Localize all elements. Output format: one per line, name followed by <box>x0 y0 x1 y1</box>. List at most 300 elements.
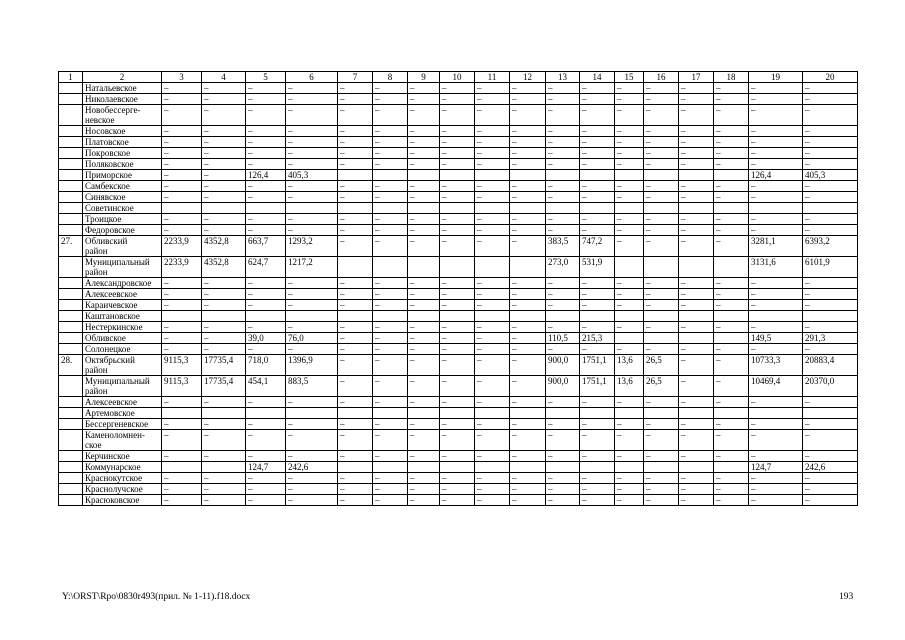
value-cell: 663,7 <box>246 236 286 257</box>
value-cell: – <box>440 94 475 105</box>
value-cell: – <box>615 484 644 495</box>
table-row <box>59 257 858 278</box>
value-cell: – <box>440 355 475 376</box>
value-cell <box>615 333 644 344</box>
value-cell: 9115,3 <box>162 355 202 376</box>
value-cell: – <box>440 473 475 484</box>
value-cell: – <box>546 83 580 94</box>
value-cell: – <box>373 214 408 225</box>
municipality-name-cell: Троицкое <box>83 214 162 225</box>
value-cell: – <box>615 322 644 333</box>
value-cell: – <box>580 484 615 495</box>
municipality-name-cell: Синявское <box>83 192 162 203</box>
row-number-cell <box>59 451 83 462</box>
value-cell: – <box>580 397 615 408</box>
value-cell: – <box>803 94 858 105</box>
value-cell: 26,5 <box>644 376 679 397</box>
value-cell: – <box>475 322 510 333</box>
row-number-cell <box>59 333 83 344</box>
value-cell: – <box>546 214 580 225</box>
value-cell <box>510 170 546 181</box>
value-cell: – <box>644 289 679 300</box>
value-cell: – <box>440 495 475 506</box>
value-cell: 747,2 <box>580 236 615 257</box>
value-cell <box>338 462 373 473</box>
value-cell: – <box>615 495 644 506</box>
value-cell: – <box>162 159 202 170</box>
municipality-name-cell: Керчинское <box>83 451 162 462</box>
value-cell: – <box>440 181 475 192</box>
value-cell: – <box>162 225 202 236</box>
value-cell: – <box>408 105 440 126</box>
value-cell: – <box>749 225 803 236</box>
value-cell: – <box>803 137 858 148</box>
value-cell: – <box>803 181 858 192</box>
value-cell: – <box>679 278 714 289</box>
value-cell: – <box>440 278 475 289</box>
value-cell: – <box>202 137 246 148</box>
value-cell: – <box>440 192 475 203</box>
value-cell: – <box>202 170 246 181</box>
value-cell: – <box>615 83 644 94</box>
value-cell: – <box>338 322 373 333</box>
value-cell: – <box>679 94 714 105</box>
value-cell: – <box>440 148 475 159</box>
value-cell: – <box>803 289 858 300</box>
value-cell: – <box>644 159 679 170</box>
value-cell: – <box>475 94 510 105</box>
value-cell: – <box>475 333 510 344</box>
value-cell: – <box>246 473 286 484</box>
value-cell: – <box>286 105 338 126</box>
table-row <box>59 419 858 430</box>
value-cell: – <box>546 181 580 192</box>
value-cell: – <box>202 495 246 506</box>
row-number-cell <box>59 214 83 225</box>
value-cell <box>644 333 679 344</box>
value-cell: – <box>162 137 202 148</box>
value-cell: 454,1 <box>246 376 286 397</box>
value-cell: – <box>440 300 475 311</box>
value-cell: – <box>162 181 202 192</box>
value-cell: – <box>202 333 246 344</box>
value-cell: – <box>338 126 373 137</box>
value-cell: – <box>408 397 440 408</box>
value-cell: – <box>373 333 408 344</box>
row-number-cell <box>59 83 83 94</box>
value-cell <box>803 203 858 214</box>
value-cell: – <box>714 355 749 376</box>
table-row <box>59 495 858 506</box>
value-cell: – <box>644 430 679 451</box>
value-cell: – <box>546 159 580 170</box>
value-cell: – <box>162 495 202 506</box>
value-cell: – <box>546 148 580 159</box>
table-row <box>59 170 858 181</box>
value-cell: 39,0 <box>246 333 286 344</box>
value-cell: 76,0 <box>286 333 338 344</box>
value-cell: – <box>580 137 615 148</box>
table-row <box>59 225 858 236</box>
column-header-8: 8 <box>373 72 408 83</box>
value-cell: – <box>286 94 338 105</box>
value-cell: – <box>803 322 858 333</box>
value-cell: – <box>373 225 408 236</box>
table-row <box>59 322 858 333</box>
value-cell: – <box>475 484 510 495</box>
value-cell: – <box>749 419 803 430</box>
value-cell: – <box>440 83 475 94</box>
value-cell <box>615 462 644 473</box>
value-cell: – <box>615 300 644 311</box>
value-cell: – <box>510 344 546 355</box>
row-number-cell <box>59 408 83 419</box>
value-cell: – <box>162 473 202 484</box>
value-cell: – <box>373 322 408 333</box>
value-cell: – <box>644 484 679 495</box>
row-number-cell <box>59 170 83 181</box>
table-row <box>59 408 858 419</box>
value-cell: – <box>679 105 714 126</box>
value-cell: – <box>580 322 615 333</box>
value-cell <box>510 408 546 419</box>
municipality-name-cell: Советинское <box>83 203 162 214</box>
row-number-cell <box>59 462 83 473</box>
value-cell: – <box>202 300 246 311</box>
value-cell: – <box>615 181 644 192</box>
value-cell: – <box>714 225 749 236</box>
value-cell <box>440 462 475 473</box>
value-cell: – <box>615 192 644 203</box>
row-number-cell <box>59 126 83 137</box>
value-cell <box>615 203 644 214</box>
value-cell: – <box>162 322 202 333</box>
value-cell: – <box>475 300 510 311</box>
value-cell: 126,4 <box>246 170 286 181</box>
value-cell: – <box>246 225 286 236</box>
value-cell: – <box>615 289 644 300</box>
value-cell: 900,0 <box>546 376 580 397</box>
value-cell: – <box>246 278 286 289</box>
value-cell <box>373 462 408 473</box>
value-cell: – <box>475 278 510 289</box>
value-cell: – <box>679 181 714 192</box>
value-cell: – <box>475 181 510 192</box>
value-cell: – <box>803 83 858 94</box>
value-cell <box>408 170 440 181</box>
value-cell: – <box>546 126 580 137</box>
value-cell: – <box>749 94 803 105</box>
value-cell: – <box>440 344 475 355</box>
value-cell: – <box>246 344 286 355</box>
value-cell: – <box>510 137 546 148</box>
value-cell: – <box>408 214 440 225</box>
value-cell: – <box>644 419 679 430</box>
value-cell: – <box>580 214 615 225</box>
value-cell: – <box>408 159 440 170</box>
value-cell: – <box>338 137 373 148</box>
value-cell: – <box>510 192 546 203</box>
municipality-name-cell: Каштановское <box>83 311 162 322</box>
value-cell: – <box>338 484 373 495</box>
value-cell: – <box>373 484 408 495</box>
value-cell: – <box>615 397 644 408</box>
column-header-10: 10 <box>440 72 475 83</box>
value-cell: – <box>615 236 644 257</box>
value-cell: – <box>338 159 373 170</box>
value-cell <box>644 170 679 181</box>
value-cell: – <box>749 126 803 137</box>
value-cell <box>373 257 408 278</box>
municipality-name-cell: Обливский район <box>83 236 162 257</box>
column-header-3: 3 <box>162 72 202 83</box>
value-cell <box>440 408 475 419</box>
value-cell: – <box>202 148 246 159</box>
table-row <box>59 203 858 214</box>
row-number-cell <box>59 203 83 214</box>
value-cell: 1293,2 <box>286 236 338 257</box>
value-cell <box>338 170 373 181</box>
value-cell: – <box>286 322 338 333</box>
value-cell: – <box>749 473 803 484</box>
value-cell: – <box>440 376 475 397</box>
value-cell: – <box>373 192 408 203</box>
table-row <box>59 137 858 148</box>
row-number-cell: 27. <box>59 236 83 257</box>
value-cell: – <box>338 214 373 225</box>
value-cell: – <box>338 397 373 408</box>
value-cell: – <box>644 94 679 105</box>
value-cell: – <box>679 148 714 159</box>
value-cell: 531,9 <box>580 257 615 278</box>
row-number-cell <box>59 181 83 192</box>
value-cell <box>338 257 373 278</box>
value-cell: – <box>679 322 714 333</box>
value-cell: – <box>162 214 202 225</box>
value-cell: 10733,3 <box>749 355 803 376</box>
value-cell <box>408 257 440 278</box>
value-cell: – <box>202 419 246 430</box>
value-cell: – <box>580 300 615 311</box>
value-cell: – <box>286 159 338 170</box>
value-cell: – <box>475 148 510 159</box>
value-cell: – <box>475 225 510 236</box>
value-cell: – <box>714 214 749 225</box>
value-cell: – <box>202 159 246 170</box>
value-cell: – <box>615 94 644 105</box>
value-cell: – <box>408 344 440 355</box>
value-cell: – <box>803 105 858 126</box>
value-cell: – <box>440 289 475 300</box>
value-cell: – <box>408 137 440 148</box>
value-cell <box>510 203 546 214</box>
value-cell: – <box>546 495 580 506</box>
value-cell <box>440 203 475 214</box>
value-cell: – <box>580 159 615 170</box>
value-cell <box>373 203 408 214</box>
value-cell: – <box>475 192 510 203</box>
value-cell: – <box>475 430 510 451</box>
value-cell: – <box>679 355 714 376</box>
table-row <box>59 300 858 311</box>
value-cell <box>202 203 246 214</box>
value-cell: – <box>440 225 475 236</box>
value-cell: – <box>615 451 644 462</box>
value-cell: – <box>644 192 679 203</box>
value-cell: – <box>373 344 408 355</box>
value-cell: – <box>408 289 440 300</box>
value-cell: – <box>546 484 580 495</box>
value-cell: – <box>679 376 714 397</box>
value-cell: – <box>408 225 440 236</box>
value-cell: – <box>510 159 546 170</box>
value-cell: – <box>202 94 246 105</box>
value-cell: – <box>803 344 858 355</box>
value-cell <box>580 311 615 322</box>
value-cell: – <box>338 83 373 94</box>
value-cell: – <box>162 278 202 289</box>
value-cell: – <box>644 451 679 462</box>
table-row <box>59 159 858 170</box>
value-cell: – <box>580 344 615 355</box>
value-cell: – <box>440 430 475 451</box>
value-cell <box>679 257 714 278</box>
value-cell: – <box>373 137 408 148</box>
value-cell: – <box>644 126 679 137</box>
value-cell: – <box>510 181 546 192</box>
value-cell: – <box>546 278 580 289</box>
value-cell: 13,6 <box>615 355 644 376</box>
row-number-cell <box>59 397 83 408</box>
value-cell: – <box>202 278 246 289</box>
table-row <box>59 105 858 126</box>
value-cell: – <box>202 430 246 451</box>
value-cell: – <box>546 105 580 126</box>
value-cell: – <box>803 495 858 506</box>
value-cell: – <box>580 278 615 289</box>
value-cell: – <box>338 419 373 430</box>
value-cell <box>714 462 749 473</box>
value-cell: – <box>580 451 615 462</box>
municipality-name-cell: Александровское <box>83 278 162 289</box>
value-cell: – <box>644 473 679 484</box>
table-row <box>59 376 858 397</box>
value-cell: – <box>803 159 858 170</box>
table-body <box>59 83 858 506</box>
value-cell: – <box>546 94 580 105</box>
value-cell: – <box>475 126 510 137</box>
value-cell: – <box>510 278 546 289</box>
value-cell: – <box>373 376 408 397</box>
value-cell: 3281,1 <box>749 236 803 257</box>
row-number-cell <box>59 344 83 355</box>
value-cell: 4352,8 <box>202 236 246 257</box>
value-cell: – <box>580 192 615 203</box>
column-header-4: 4 <box>202 72 246 83</box>
value-cell: – <box>373 419 408 430</box>
value-cell: – <box>510 126 546 137</box>
value-cell: – <box>803 148 858 159</box>
value-cell: – <box>679 473 714 484</box>
value-cell <box>644 462 679 473</box>
value-cell: – <box>440 214 475 225</box>
value-cell <box>679 203 714 214</box>
value-cell <box>440 257 475 278</box>
value-cell <box>440 170 475 181</box>
municipality-name-cell: Солонецкое <box>83 344 162 355</box>
value-cell <box>803 408 858 419</box>
row-number-cell: 28. <box>59 355 83 376</box>
value-cell: – <box>408 192 440 203</box>
row-number-cell <box>59 159 83 170</box>
value-cell: – <box>510 376 546 397</box>
row-number-cell <box>59 257 83 278</box>
value-cell: – <box>286 225 338 236</box>
value-cell <box>714 333 749 344</box>
value-cell: – <box>162 333 202 344</box>
value-cell: – <box>373 148 408 159</box>
value-cell: – <box>338 451 373 462</box>
value-cell: – <box>615 159 644 170</box>
value-cell: – <box>286 300 338 311</box>
value-cell: – <box>580 181 615 192</box>
municipality-name-cell: Краснокутское <box>83 473 162 484</box>
value-cell <box>749 311 803 322</box>
value-cell <box>202 462 246 473</box>
value-cell: – <box>749 484 803 495</box>
value-cell <box>510 311 546 322</box>
municipality-name-cell: Самбекское <box>83 181 162 192</box>
value-cell <box>408 203 440 214</box>
value-cell: – <box>338 192 373 203</box>
row-number-cell <box>59 376 83 397</box>
table-row <box>59 278 858 289</box>
value-cell: – <box>749 105 803 126</box>
value-cell: – <box>162 419 202 430</box>
value-cell: – <box>803 225 858 236</box>
value-cell: – <box>749 148 803 159</box>
value-cell: – <box>408 148 440 159</box>
value-cell: – <box>714 159 749 170</box>
municipality-name-cell: Новобессерге- невское <box>83 105 162 126</box>
table-row <box>59 214 858 225</box>
value-cell: – <box>286 484 338 495</box>
value-cell: 10469,4 <box>749 376 803 397</box>
value-cell: – <box>338 355 373 376</box>
column-header-6: 6 <box>286 72 338 83</box>
value-cell: – <box>246 94 286 105</box>
value-cell <box>615 311 644 322</box>
value-cell: – <box>246 430 286 451</box>
value-cell: – <box>286 344 338 355</box>
municipality-name-cell: Октябрьский район <box>83 355 162 376</box>
value-cell: – <box>615 214 644 225</box>
value-cell: – <box>580 473 615 484</box>
value-cell: – <box>679 225 714 236</box>
value-cell: – <box>408 236 440 257</box>
value-cell: – <box>679 236 714 257</box>
value-cell: – <box>714 495 749 506</box>
value-cell: – <box>510 105 546 126</box>
column-header-19: 19 <box>749 72 803 83</box>
value-cell: – <box>714 94 749 105</box>
value-cell: – <box>644 225 679 236</box>
value-cell: – <box>644 397 679 408</box>
value-cell: – <box>286 192 338 203</box>
value-cell: – <box>373 495 408 506</box>
value-cell: – <box>714 289 749 300</box>
value-cell: 17735,4 <box>202 376 246 397</box>
